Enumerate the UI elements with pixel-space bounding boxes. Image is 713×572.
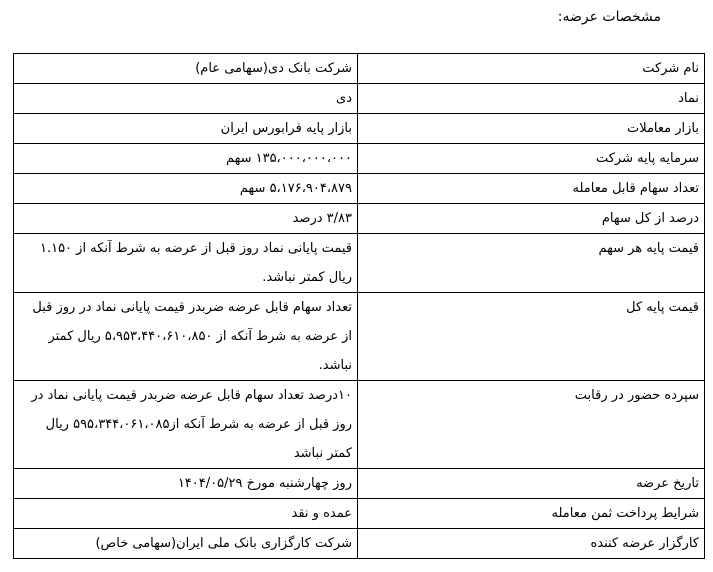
table-row (14, 114, 705, 144)
row-label: کارگزار عرضه کننده (358, 529, 705, 559)
row-value: قیمت پایانی نماد روز قبل از عرضه به شرط آنکه از ۱.۱۵۰ ریال کمتر نباشد. (14, 234, 358, 293)
row-value: ۵،۱۷۶،۹۰۴،۸۷۹ سهم (14, 174, 358, 204)
section-heading: مشخصات عرضه: (557, 9, 661, 25)
table-row (14, 234, 705, 293)
row-label: درصد از کل سهام (358, 204, 705, 234)
row-label: سرمایه پایه شرکت (358, 144, 705, 174)
offer-spec-table (13, 53, 705, 559)
row-value: عمده و نقد (14, 499, 358, 529)
row-label: نام شرکت (358, 54, 705, 84)
table-row (14, 529, 705, 559)
row-value: دی (14, 84, 358, 114)
row-value: شرکت بانک دی(سهامی عام) (14, 54, 358, 84)
row-label: تعداد سهام قابل معامله (358, 174, 705, 204)
table-row (14, 381, 705, 469)
row-label: تاریخ عرضه (358, 469, 705, 499)
row-value: ۱۰درصد تعداد سهام قابل عرضه ضربدر قیمت پایانی نماد در روز قبل از عرضه به شرط آنکه از۵۹۵،۳۴۴،۰۶۱،۰۸۵ ریال کمتر نباشد (14, 381, 358, 469)
row-value: ۳/۸۳ درصد (14, 204, 358, 234)
table-row (14, 84, 705, 114)
row-value: بازار پایه فرابورس ایران (14, 114, 358, 144)
table-row (14, 499, 705, 529)
row-label: شرایط پرداخت ثمن معامله (358, 499, 705, 529)
table-row (14, 174, 705, 204)
table-row (14, 293, 705, 381)
row-label: سپرده حضور در رقابت (358, 381, 705, 469)
row-label: قیمت پایه کل (358, 293, 705, 381)
row-label: قیمت پایه هر سهم (358, 234, 705, 293)
table-row (14, 144, 705, 174)
table-row (14, 54, 705, 84)
row-value: ۱۳۵،۰۰۰،۰۰۰،۰۰۰ سهم (14, 144, 358, 174)
row-value: روز چهارشنبه مورخ ۱۴۰۴/۰۵/۲۹ (14, 469, 358, 499)
row-value: شرکت کارگزاری بانک ملی ایران(سهامی خاص) (14, 529, 358, 559)
row-value: تعداد سهام قابل عرضه ضربدر قیمت پایانی نماد در روز قبل از عرضه به شرط آنکه از ۵،۹۵۳،۴۴۰،۶۱۰،۸۵۰ ریال کمتر نباشد. (14, 293, 358, 381)
table-row (14, 204, 705, 234)
row-label: نماد (358, 84, 705, 114)
table-row (14, 469, 705, 499)
row-label: بازار معاملات (358, 114, 705, 144)
